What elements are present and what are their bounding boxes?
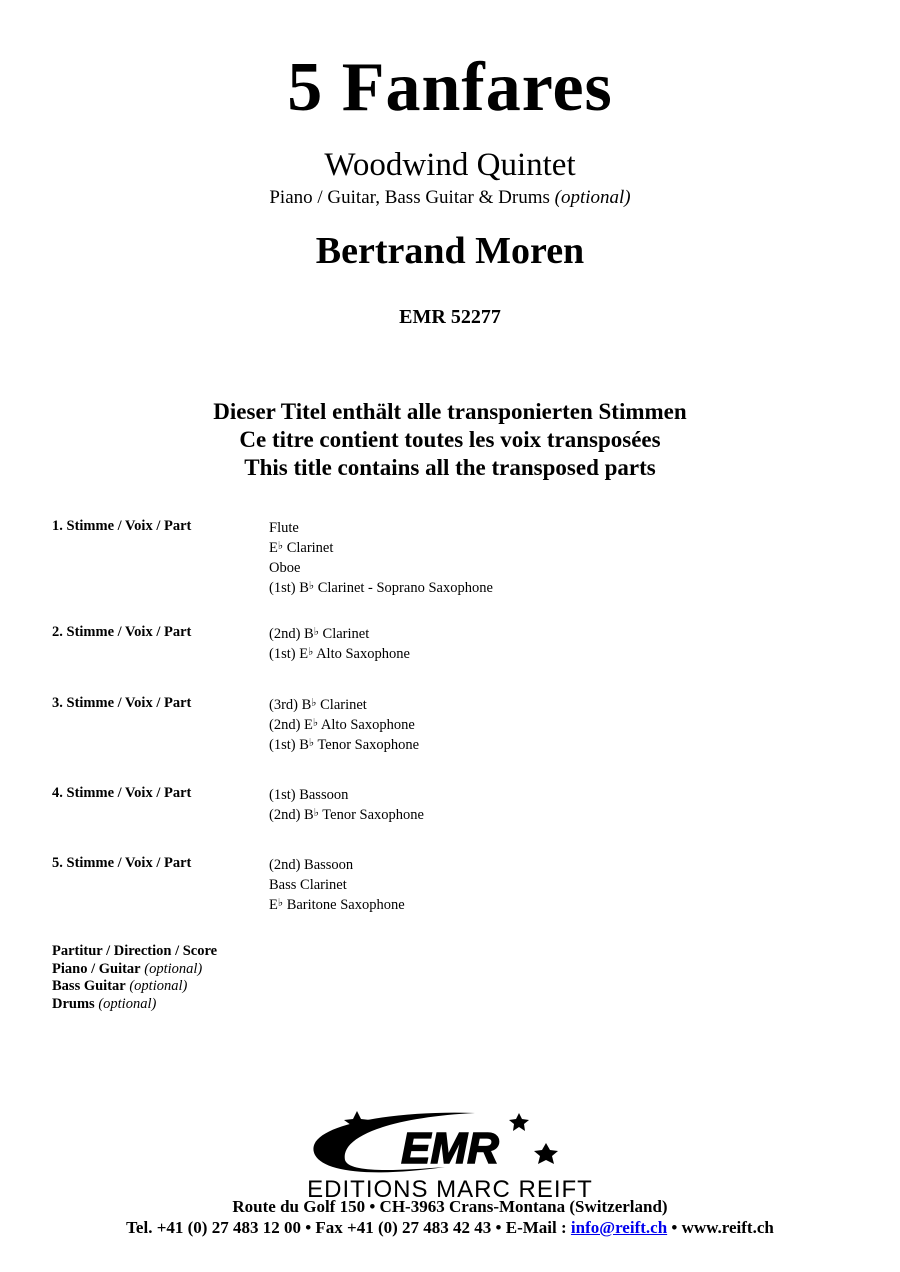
contact-suffix: • www.reift.ch [667, 1218, 774, 1237]
logo-publisher-text: EDITIONS MARC REIFT [307, 1176, 593, 1200]
contact-prefix: Tel. +41 (0) 27 483 12 00 • Fax +41 (0) 27 483 42 43 • E-Mail : [126, 1218, 571, 1237]
instrument-item: (1st) Bassoon [269, 787, 349, 803]
emr-logo [245, 1105, 665, 1200]
instrument-item: (2nd) B♭ Tenor Saxophone [269, 807, 424, 823]
instrument-item: (2nd) B♭ Clarinet [269, 626, 370, 642]
notice-german: Dieser Titel enthält alle transponierten Stimmen [213, 399, 687, 424]
score-item: Partitur / Direction / Score [52, 943, 218, 959]
logo-star-bottom [534, 1143, 558, 1164]
notice-french: Ce titre contient toutes les voix transposées [239, 427, 661, 452]
instrument-item: (1st) E♭ Alto Saxophone [269, 646, 410, 662]
drums-item: Drums (optional) [52, 995, 157, 1012]
instrumentation-text: Piano / Guitar, Bass Guitar & Drums [269, 187, 550, 208]
page-title: 5 Fanfares [287, 49, 613, 126]
contact-line [0, 1217, 900, 1239]
part-label: 2. Stimme / Voix / Part [52, 624, 192, 640]
score-list [52, 943, 217, 1013]
email-link[interactable]: info@reift.ch [570, 1218, 668, 1237]
composer: Bertrand Moren [315, 230, 585, 272]
instrument-item: (2nd) E♭ Alto Saxophone [269, 717, 415, 733]
part-instruments [269, 623, 410, 663]
flat-sign: ♭ [308, 737, 315, 749]
instrument-item: (3rd) B♭ Clarinet [269, 697, 367, 713]
part-instruments [269, 784, 424, 824]
instrumentation-optional: (optional) [554, 187, 631, 208]
instrument-item: Flute [269, 520, 299, 536]
part-instruments [269, 694, 419, 754]
bass-item: Bass Guitar (optional) [52, 978, 188, 994]
instrument-item: E♭ Baritone Saxophone [269, 897, 405, 913]
flat-sign: ♭ [308, 580, 315, 592]
instrument-item: Oboe [269, 560, 301, 576]
part-label: 4. Stimme / Voix / Part [52, 785, 192, 801]
instrument-item: E♭ Clarinet [269, 540, 334, 556]
instrumentation [0, 186, 900, 210]
instrument-item: (1st) B♭ Clarinet - Soprano Saxophone [269, 580, 493, 596]
logo-star-right [509, 1113, 529, 1131]
flat-sign: ♭ [312, 717, 319, 729]
part-instruments [269, 517, 493, 597]
part-label: 1. Stimme / Voix / Part [52, 518, 192, 534]
notice-english: This title contains all the transposed parts [244, 455, 656, 480]
part-instruments [269, 854, 405, 914]
flat-sign: ♭ [277, 897, 284, 909]
instrument-item: (2nd) Bassoon [269, 857, 354, 873]
part-label: 5. Stimme / Voix / Part [52, 855, 192, 871]
subtitle: Woodwind Quintet [324, 147, 576, 183]
flat-sign: ♭ [313, 807, 319, 819]
piano-item: Piano / Guitar (optional) [52, 960, 203, 977]
catalog-number: EMR 52277 [399, 306, 501, 328]
instrument-item: Bass Clarinet [269, 877, 347, 893]
flat-sign: ♭ [311, 697, 317, 709]
flat-sign: ♭ [313, 626, 319, 638]
part-label: 3. Stimme / Voix / Part [52, 695, 192, 711]
flat-sign: ♭ [277, 540, 284, 552]
flat-sign: ♭ [308, 646, 314, 658]
instrument-item: (1st) B♭ Tenor Saxophone [269, 737, 420, 753]
address: Route du Golf 150 • CH-3963 Crans-Montana (Switzerland) [232, 1197, 668, 1216]
logo-emr-text: EMR [401, 1124, 499, 1173]
